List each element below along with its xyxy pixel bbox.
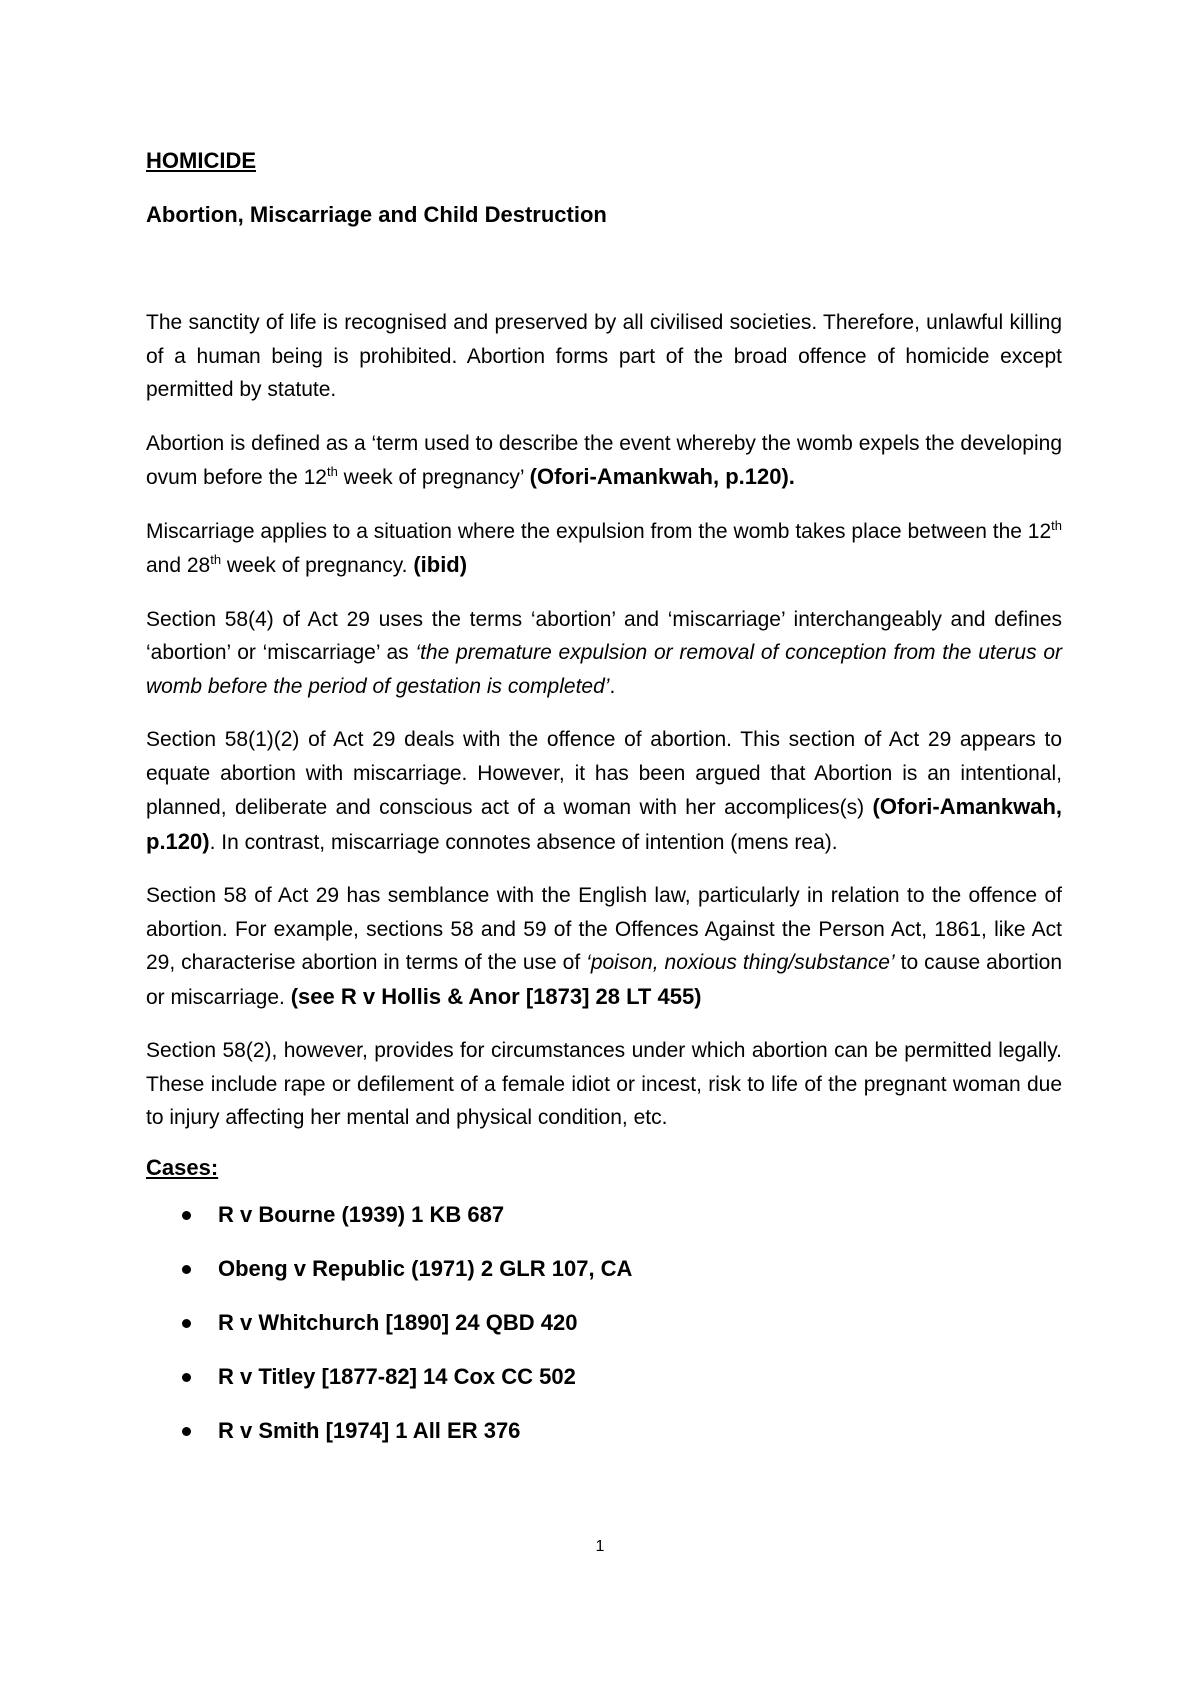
case-citation: Obeng v Republic (1971) 2 GLR 107, CA <box>218 1255 633 1281</box>
paragraph-text: Section 58(1)(2) of Act 29 deals with the offence of abortion. This section of Act 29 appears to equate abortion with miscarriage. However, it has been argued that Abortion is an intentional, planned, deliberate and conscious act of a woman with her accomplices(s) <box>146 728 1062 819</box>
paragraph-text: . In contrast, miscarriage connotes absence of intention (mens rea). <box>209 830 838 854</box>
case-citation: R v Whitchurch [1890] 24 QBD 420 <box>218 1309 578 1335</box>
paragraph-text: to cause abortion or miscarriage. <box>146 951 1062 1009</box>
cases-heading: Cases: <box>146 1154 219 1180</box>
case-item <box>146 1254 1062 1284</box>
ordinal-suffix: th <box>1051 517 1062 533</box>
page-number: 1 <box>595 1538 605 1555</box>
citation: (Ofori-Amankwah, p.120) <box>146 794 1062 854</box>
quoted-phrase: ‘poison, noxious thing/substance’ <box>586 951 895 974</box>
citation: (Ofori-Amankwah, p.120). <box>529 464 795 489</box>
paragraph-text: Section 58 of Act 29 has semblance with the English law, particularly in relation to the offence of abortion. For example, sections 58 and 59 of the Offences Against the Person Act, 1861, like Act 29, characterise abortion in terms of the use of <box>146 884 1062 974</box>
citation: (ibid) <box>413 552 468 577</box>
paragraph-text: Section 58(4) of Act 29 uses the terms ‘abortion’ and ‘miscarriage’ interchangeably and defines ‘abortion’ or ‘miscarriage’ as <box>146 607 1062 664</box>
paragraph-text: Abortion is defined as a ‘term used to describe the event whereby the womb expels the developing ovum before the 12 <box>146 431 1062 489</box>
paragraph-sanctity-of-life: The sanctity of life is recognised and preserved by all civilised societies. Therefore, unlawful killing of a human being is prohibited. Abortion forms part of the broad offence of homicide except permitted by statute. <box>146 311 1062 401</box>
paragraph-text: and 28 <box>146 554 211 577</box>
case-item <box>146 1200 1062 1230</box>
paragraph-section-58-2: Section 58(2), however, provides for circumstances under which abortion can be permitted legally. These include rape or defilement of a female idiot or incest, risk to life of the pregnant woman due to injury affecting her mental and physical condition, etc. <box>146 1039 1062 1129</box>
paragraph-text: . <box>609 674 616 698</box>
ordinal-suffix: th <box>210 552 222 567</box>
bullet-icon <box>182 1373 191 1382</box>
citation: (see R v Hollis & Anor [1873] 28 LT 455) <box>290 983 702 1009</box>
bullet-icon <box>182 1427 191 1436</box>
paragraph-abortion-definition <box>146 427 1062 495</box>
bullet-icon <box>182 1265 191 1274</box>
quoted-definition: ‘the premature expulsion or removal of conception from the uterus or womb before the period of gestation is completed’ <box>146 641 1062 698</box>
case-item <box>146 1416 1062 1446</box>
bullet-icon <box>182 1319 191 1328</box>
paragraph-section-58-1-2 <box>146 723 1062 859</box>
paragraph-miscarriage-definition <box>146 515 1062 583</box>
case-citation: R v Smith [1974] 1 All ER 376 <box>218 1417 521 1443</box>
document-subtitle: Abortion, Miscarriage and Child Destruction <box>146 202 607 227</box>
case-item <box>146 1362 1062 1392</box>
paragraph-section-58-english-law <box>146 879 1062 1014</box>
bullet-icon <box>182 1211 191 1220</box>
paragraph-text: Miscarriage applies to a situation where the expulsion from the womb takes place between the 12 <box>146 519 1052 543</box>
case-item <box>146 1308 1062 1338</box>
document-title: HOMICIDE <box>146 148 256 173</box>
case-citation: R v Bourne (1939) 1 KB 687 <box>218 1201 505 1227</box>
paragraph-text: week of pregnancy. <box>221 554 414 577</box>
document-body <box>146 146 1062 1470</box>
ordinal-suffix: th <box>326 464 338 479</box>
case-citation: R v Titley [1877-82] 14 Cox CC 502 <box>218 1363 576 1389</box>
paragraph-text: week of pregnancy’ <box>337 466 530 489</box>
paragraph-section-58-4 <box>146 603 1062 704</box>
cases-list <box>146 1200 1062 1446</box>
